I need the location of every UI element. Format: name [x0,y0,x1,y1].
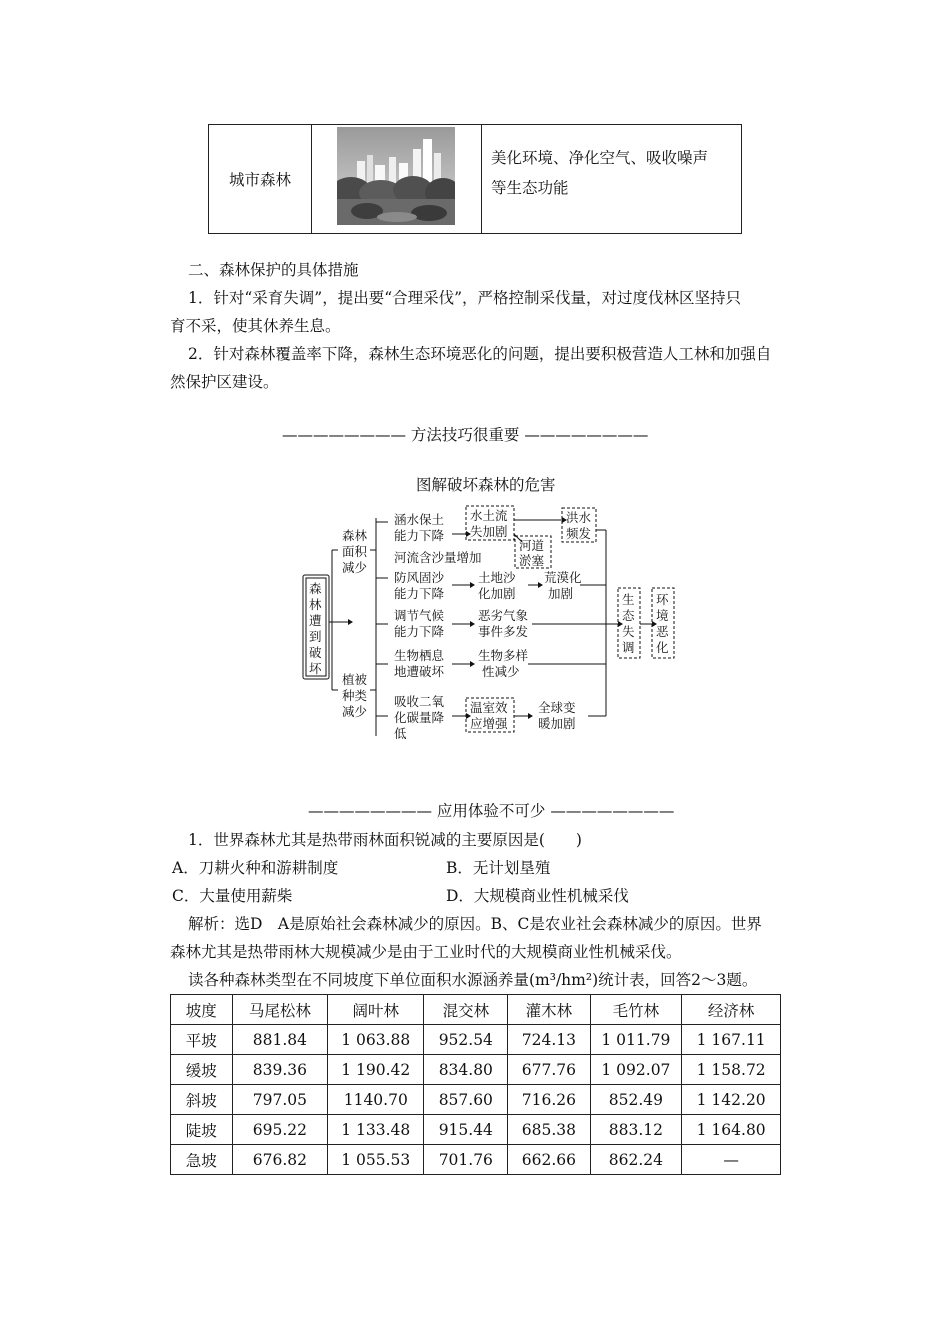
result-9: 全球变 [538,700,576,715]
effect-1: 涵水保土 [394,512,445,527]
table-cell: 677.76 [508,1055,590,1085]
table-cell: 662.66 [508,1145,590,1175]
final-1: 调 [622,640,635,655]
table-header-row [171,995,781,1025]
table-cell: 1 164.80 [682,1115,781,1145]
analysis: 解析：选D A是原始社会森林减少的原因。B、C是农业社会森林减少的原因。世界 森林尤其是热带雨林大规模减少是由于工业时代的大规模商业性机械采伐。 [170,915,762,961]
cause-area: 面积 [342,544,368,559]
option-b: B．无计划垦殖 [446,859,551,877]
result-6: 事件多发 [478,624,529,639]
table-cell: 701.76 [424,1145,508,1175]
effect-6: 吸收二氧 [394,694,445,709]
table-cell: 695.22 [232,1115,328,1145]
result-2: 河道 [519,538,545,553]
cause-species: 植被 [342,672,368,687]
table-cell: 952.54 [424,1025,508,1055]
result-7: 性减少 [482,664,520,679]
apply-divider: ———————— 应用体验不可少 ———————— [308,802,675,820]
root-char: 森 [309,581,322,596]
final-2: 境 [656,608,669,623]
result-7: 生物多样 [478,648,529,663]
final-2: 环 [656,592,669,607]
table-header: 灌木林 [508,995,590,1025]
table-intro: 读各种森林类型在不同坡度下单位面积水源涵养量(m³/hm²)统计表，回答2～3题。 [188,971,758,989]
table-cell: 1 055.53 [328,1145,424,1175]
table-cell: 685.38 [508,1115,590,1145]
measure-2: 2．针对森林覆盖率下降，森林生态环境恶化的问题，提出要积极营造人工林和加强自 然保护区建设。 [170,345,772,391]
measure-1: 1．针对“采育失调”，提出要“合理采伐”，严格控制采伐量，对过度伐林区坚持只 育不采，使其休养生息。 [170,289,742,335]
table-cell: 1 167.11 [682,1025,781,1055]
final-1: 生 [622,592,635,607]
table-cell: 839.36 [232,1055,328,1085]
effect-4: 能力下降 [394,624,445,639]
effect-3: 能力下降 [394,586,445,601]
city-forest-photo-cell [311,125,482,233]
table-cell: 883.12 [590,1115,682,1145]
table-cell: 1 011.79 [590,1025,682,1055]
table-row [171,1055,781,1085]
table-cell: 862.24 [590,1145,682,1175]
table-cell: 1 158.72 [682,1055,781,1085]
table-cell: 平坡 [171,1025,233,1055]
effect-2: 河流含沙量增加 [394,550,482,565]
effect-6: 低 [394,726,407,741]
table-header: 马尾松林 [232,995,328,1025]
table-header: 坡度 [171,995,233,1025]
result-4: 化加剧 [478,586,516,601]
diagram-title: 图解破坏森林的危害 [416,476,556,494]
root-char: 坏 [309,661,322,676]
table-cell: 834.80 [424,1055,508,1085]
effect-5: 地遭破坏 [394,664,445,679]
forest-function-desc: 美化环境、净化空气、吸收噪声 等生态功能 [491,149,709,197]
table-cell: 急坡 [171,1145,233,1175]
question-1: 1．世界森林尤其是热带雨林面积锐减的主要原因是( ) [188,831,582,849]
table-cell: 915.44 [424,1115,508,1145]
table-cell: 斜坡 [171,1085,233,1115]
result-5: 荒漠化 [544,570,582,585]
result-5: 加剧 [548,586,574,601]
cause-area: 森林 [342,528,368,543]
table-row [171,1145,781,1175]
table-header: 毛竹林 [590,995,682,1025]
table-cell: 1140.70 [328,1085,424,1115]
table-row [171,1025,781,1055]
table-header: 阔叶林 [328,995,424,1025]
result-8: 应增强 [470,716,508,731]
effect-1: 能力下降 [394,528,445,543]
table-cell: 852.49 [590,1085,682,1115]
forest-type-table-row [208,124,742,234]
table-header: 混交林 [424,995,508,1025]
final-2: 恶 [656,624,669,639]
table-cell: 797.05 [232,1085,328,1115]
root-char: 林 [309,597,322,612]
result-1: 失加剧 [470,524,508,539]
cause-species: 种类 [342,688,368,703]
effect-5: 生物栖息 [394,648,445,663]
root-char: 遭 [309,613,322,628]
result-2: 淤塞 [519,553,545,568]
table-cell: 缓坡 [171,1055,233,1085]
cause-area: 减少 [342,560,368,575]
method-divider: ———————— 方法技巧很重要 ———————— [282,426,649,444]
result-3: 频发 [566,526,592,541]
result-4: 土地沙 [478,570,516,585]
table-row [171,1085,781,1115]
table-cell: 857.60 [424,1085,508,1115]
effect-4: 调节气候 [394,608,445,623]
root-char: 破 [309,645,322,660]
result-8: 温室效 [470,700,508,715]
option-a: A．刀耕火种和游耕制度 [172,859,339,877]
result-6: 恶劣气象 [478,608,529,623]
table-cell: 676.82 [232,1145,328,1175]
table-cell: — [682,1145,781,1175]
table-cell: 1 133.48 [328,1115,424,1145]
table-cell: 716.26 [508,1085,590,1115]
effect-6: 化碳量降 [394,710,445,725]
table-cell: 1 063.88 [328,1025,424,1055]
forest-type-name: 城市森林 [209,125,312,233]
final-1: 失 [622,624,635,639]
root-char: 到 [309,629,322,644]
final-2: 化 [656,640,669,655]
result-9: 暖加剧 [538,716,576,731]
table-cell: 1 190.42 [328,1055,424,1085]
section-heading: 二、森林保护的具体措施 [188,261,359,279]
table-cell: 1 092.07 [590,1055,682,1085]
option-d: D．大规模商业性机械采伐 [446,887,629,905]
table-cell: 陡坡 [171,1115,233,1145]
effect-3: 防风固沙 [394,570,445,585]
result-3: 洪水 [566,510,592,525]
table-header: 经济林 [682,995,781,1025]
table-cell: 881.84 [232,1025,328,1055]
result-1: 水土流 [470,508,508,523]
forest-damage-diagram [296,500,686,750]
table-cell: 724.13 [508,1025,590,1055]
table-row [171,1115,781,1145]
city-forest-photo [337,127,455,225]
water-conservation-table [170,994,781,1175]
option-c: C．大量使用薪柴 [172,887,293,905]
cause-species: 减少 [342,704,368,719]
table-cell: 1 142.20 [682,1085,781,1115]
final-1: 态 [622,608,635,623]
